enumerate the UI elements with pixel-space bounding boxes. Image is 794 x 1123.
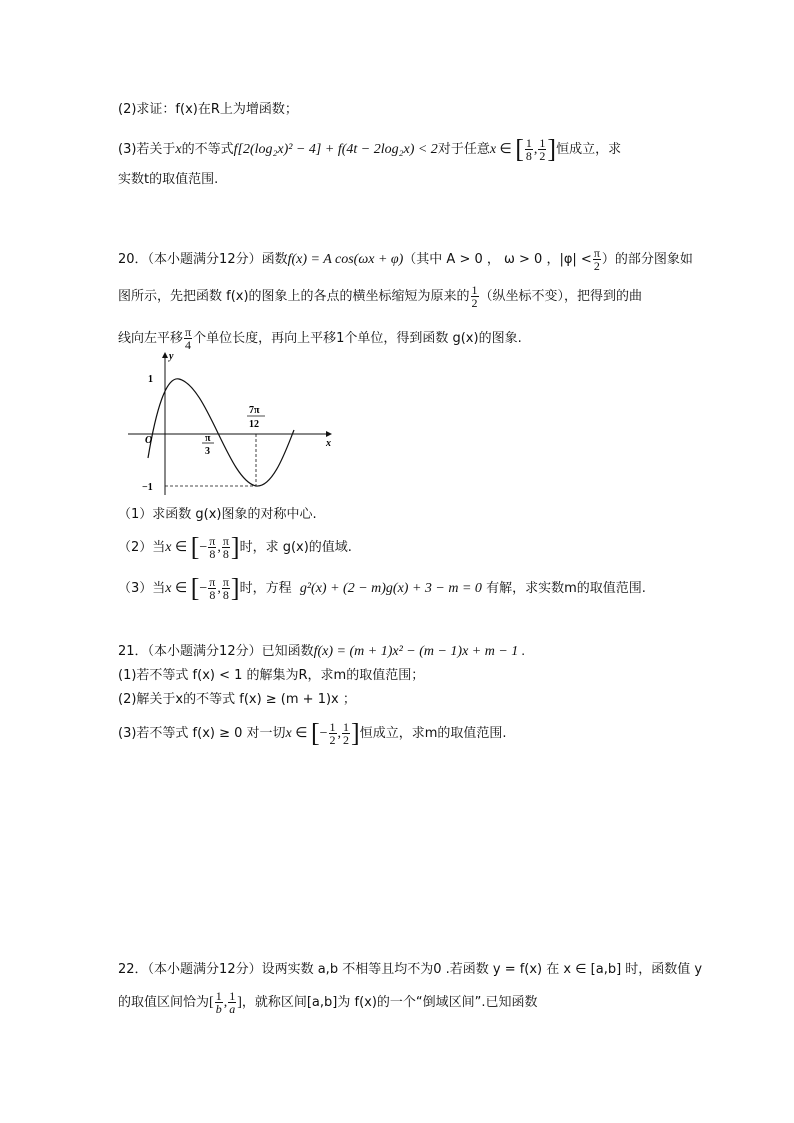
- q19-part2: (2)求证：f(x)在R上为增函数；: [118, 102, 298, 117]
- q19-part3-hold: 恒成立，求: [556, 142, 622, 157]
- q19-frac-1-8: $\frac{1}{8}$: [525, 136, 532, 163]
- tick-12-label: 12: [249, 419, 259, 430]
- cosine-curve: [148, 379, 294, 486]
- q21-sub1: (1)若不等式 f(x) < 1 的解集为R，求m的取值范围；: [118, 668, 425, 683]
- q20-conditions: （其中 A > 0 ， ω > 0 ，|φ| <: [403, 252, 592, 267]
- q20-sub1: （1）求函数 g(x)图象的对称中心.: [118, 507, 317, 522]
- tick-label-neg1: −1: [142, 482, 153, 493]
- tick-three-label: 3: [205, 446, 210, 457]
- q22-line1: 22．（本小题满分12分）设两实数 a,b 不相等且均不为0 .若函数 y = f(x) 在 x ∈ [a,b] 时，函数值 y: [118, 962, 703, 977]
- q21-sub3: (3)若不等式 f(x) ≥ 0 对一切x ∈ [− $\frac{1}{2}$ , $\frac{1}{2}$ ]恒成立，求m的取值范围.: [118, 718, 507, 748]
- origin-label: O: [145, 435, 153, 446]
- q20-line2: 图所示，先把函数 f(x)的图象上的各点的横坐标缩短为原来的 $\frac{1}{2}$ （纵坐标不变），把得到的曲: [118, 283, 643, 310]
- q20-function-graph: [118, 350, 338, 500]
- q20-frac-1-2: $\frac{1}{2}$: [471, 283, 478, 310]
- tick-pi-label: π: [205, 433, 211, 444]
- q20-equation: g²(x) + (2 − m)g(x) + 3 − m = 0: [299, 581, 482, 596]
- q19-part3-line2: 实数t的取值范围.: [118, 172, 219, 187]
- x-axis-label: x: [326, 438, 331, 449]
- q20-sub2: （2）当x ∈ [− $\frac{\pi}{8}$ , $\frac{\pi}{8}$ ]时，求 g(x)的值域.: [118, 532, 352, 562]
- y-axis-label: y: [169, 351, 174, 362]
- q21-header: 21．（本小题满分12分）已知函数f(x) = (m + 1)x² − (m − 1)x + m − 1 .: [118, 644, 526, 659]
- q19-part3-prefix: (3)若关于: [118, 142, 176, 157]
- q19-frac-1-2: $\frac{1}{2}$: [539, 136, 546, 163]
- tick-7pi-label: 7π: [249, 405, 260, 416]
- q19-part3-for: 对于任意: [437, 142, 490, 157]
- q20-frac-pi-4: $\frac{\pi}{4}$: [185, 325, 192, 352]
- tick-label-1: 1: [148, 374, 153, 385]
- q19-part3: (3)若关于x的不等式f[2(log₂x)² − 4] + f(4t − 2log₂x) < 2对于任意x ∈ [ $\frac{1}{8}$ , $\frac{1}{2}$ ]恒成立，求: [118, 134, 622, 164]
- q20-cond-tail: ）的部分图象如: [601, 252, 693, 267]
- q20-line3: 线向左平移 $\frac{\pi}{4}$ 个单位长度，再向上平移1个单位，得到函数 g(x)的图象.: [118, 325, 522, 352]
- q20-header: [118, 247, 693, 272]
- q21-sub2: (2)解关于x的不等式 f(x) ≥ (m + 1)x ；: [118, 692, 356, 707]
- q20-sub3: （3）当x ∈ [− $\frac{\pi}{8}$ , $\frac{\pi}{8}$ ]时，方程 g²(x) + (2 − m)g(x) + 3 − m = 0 有解，求实数m的取值范围.: [118, 573, 646, 603]
- q20-function: f(x) = A cos(ωx + φ): [287, 252, 404, 267]
- q21-function: f(x) = (m + 1)x² − (m − 1)x + m − 1 .: [313, 644, 526, 659]
- q20-head: 20．（本小题满分12分）函数: [118, 252, 288, 267]
- q20-frac-pi-2: $\frac{\pi}{2}$: [593, 246, 600, 273]
- q22-line2: 的取值区间恰为[ $\frac{1}{b}$ , $\frac{1}{a}$ ]，就称区间[a,b]为 f(x)的一个“倒域区间”.已知函数: [118, 989, 538, 1016]
- q19-part3-mid: 的不等式: [181, 142, 234, 157]
- q19-part3-inequality: f[2(log₂x)² − 4] + f(4t − 2log₂x) < 2: [233, 142, 438, 157]
